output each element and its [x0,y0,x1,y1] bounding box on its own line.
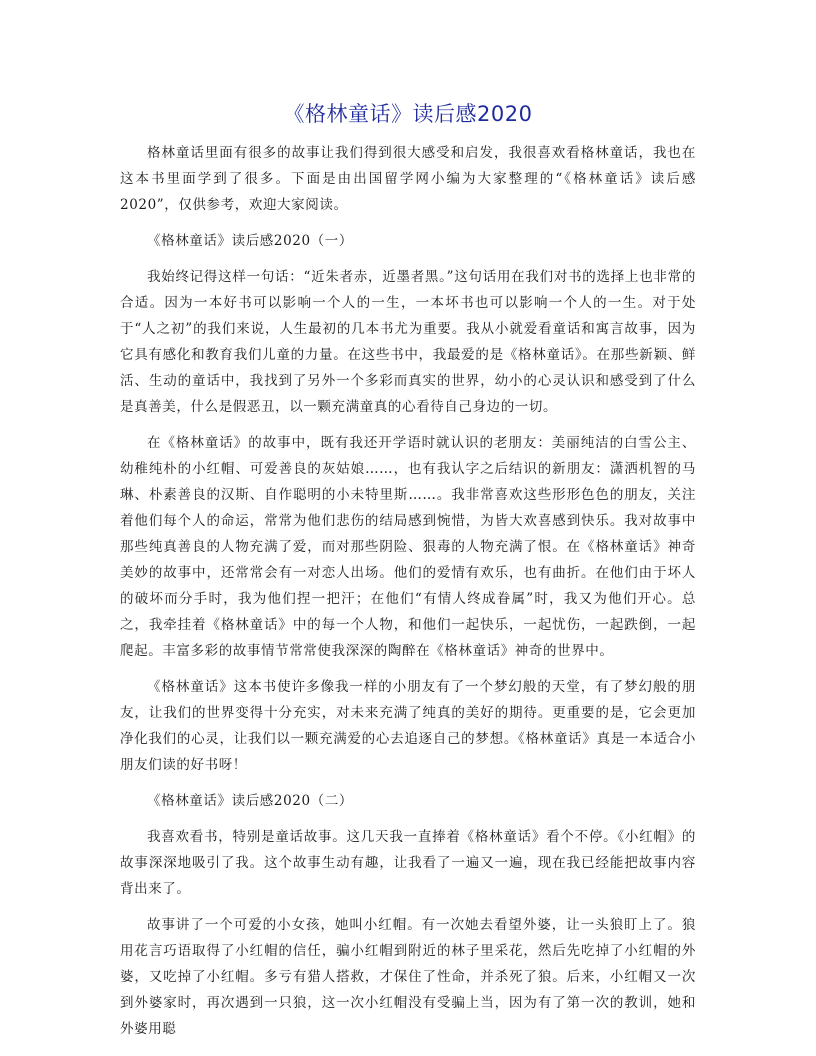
body-paragraph: 在《格林童话》的故事中，既有我还开学语时就认识的老朋友：美丽纯洁的白雪公主、幼稚纯朴的小红帽、可爱善良的灰姑娘……，也有我认字之后结识的新朋友：潇洒机智的马琳、朴素善良的汉斯、自作聪明的小未特里斯……。我非常喜欢这些形形色色的朋友，关注着他们每个人的命运，常常为他们悲伤的结局感到惋惜，为皆大欢喜感到快乐。我对故事中那些纯真善良的人物充满了爱，而对那些阴险、狠毒的人物充满了恨。在《格林童话》神奇美妙的故事中，还常常会有一对恋人出场。他们的爱情有欢乐，也有曲折。在他们由于坏人的破坏而分手时，我为他们捏一把汗；在他们“有情人终成眷属”时，我又为他们开心。总之，我牵挂着《格林童话》中的每一个人物，和他们一起快乐，一起忧伤，一起跌倒，一起爬起。丰富多彩的故事情节常常使我深深的陶醉在《格林童话》神奇的世界中。 [120,435,696,659]
section-heading-one: 《格林童话》读后感2020（一） [147,233,353,249]
body-paragraph: 故事讲了一个可爱的小女孩，她叫小红帽。有一次她去看望外婆，让一头狼盯上了。狼用花言巧语取得了小红帽的信任，骗小红帽到附近的林子里采花，然后先吃掉了小红帽的外婆，又吃掉了小红帽。多亏有猎人搭救，才保住了性命，并杀死了狼。后来，小红帽又一次到外婆家时，再次遇到一只狼，这一次小红帽没有受骗上当，因为有了第一次的教训，她和外婆用聪 [120,917,696,1037]
section-heading-two: 《格林童话》读后感2020（二） [147,793,353,809]
document-title: 《格林童话》读后感2020 [283,102,533,126]
body-paragraph: 我始终记得这样一句话：“近朱者赤，近墨者黑。”这句话用在我们对书的选择上也非常的合适。因为一本好书可以影响一个人的一生，一本坏书也可以影响一个人的一生。对于处于“人之初”的我们来说，人生最初的几本书尤为重要。我从小就爱看童话和寓言故事，因为它具有感化和教育我们儿童的力量。在这些书中，我最爱的是《格林童话》。在那些新颖、鲜活、生动的童话中，我找到了另外一个多彩而真实的世界，幼小的心灵认识和感受到了什么是真善美，什么是假恶丑，以一颗充满童真的心看待自己身边的一切。 [120,269,696,415]
intro-paragraph: 格林童话里面有很多的故事让我们得到很大感受和启发，我很喜欢看格林童话，我也在这本书里面学到了很多。下面是由出国留学网小编为大家整理的“《格林童话》读后感2020”，仅供参考，欢迎大家阅读。 [120,145,696,213]
body-paragraph: 我喜欢看书，特别是童话故事。这几天我一直捧着《格林童话》看个不停。《小红帽》的故事深深地吸引了我。这个故事生动有趣，让我看了一遍又一遍，现在我已经能把故事内容背出来了。 [120,829,696,897]
body-paragraph: 《格林童话》这本书使许多像我一样的小朋友有了一个梦幻般的天堂，有了梦幻般的朋友，让我们的世界变得十分充实，对未来充满了纯真的美好的期待。更重要的是，它会更加净化我们的心灵，让我们以一颗充满爱的心去追逐自己的梦想。《格林童话》真是一本适合小朋友们读的好书呀！ [120,679,696,773]
